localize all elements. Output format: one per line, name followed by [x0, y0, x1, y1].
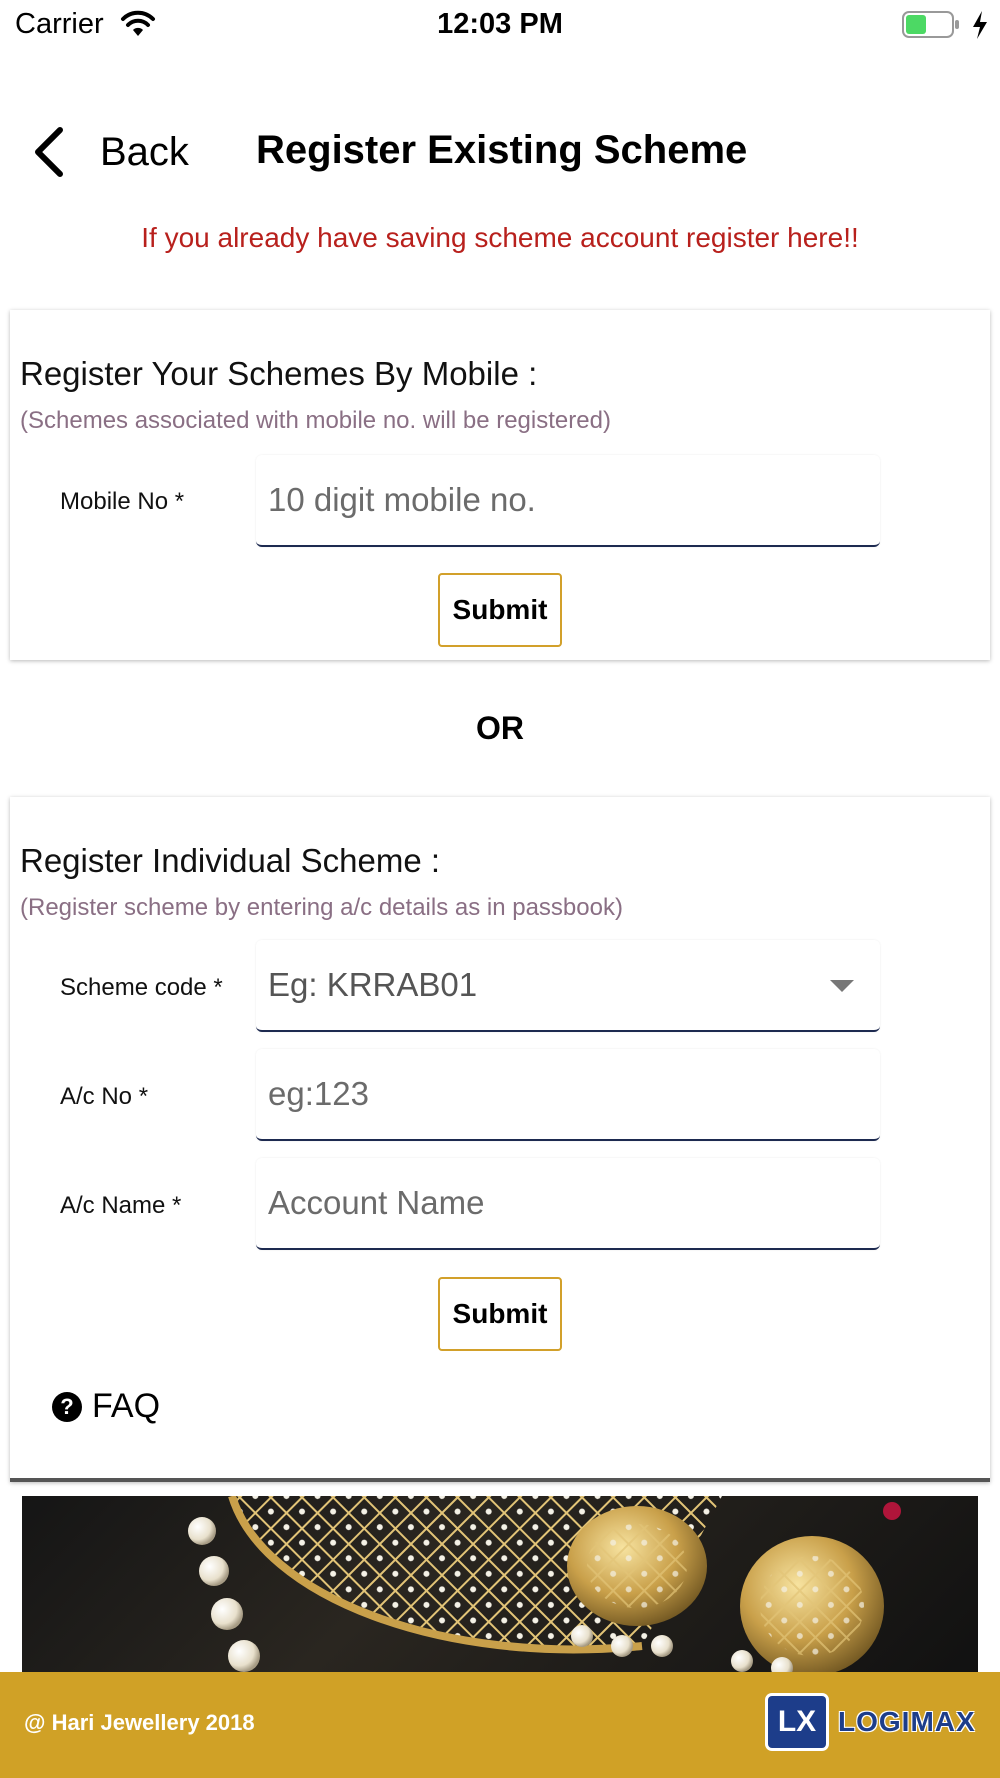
ac-no-input[interactable]: [256, 1049, 880, 1141]
footer: [0, 1672, 1000, 1778]
mobile-section-title: Register Your Schemes By Mobile :: [20, 355, 538, 392]
intro-message: If you already have saving scheme account register here!!: [141, 222, 859, 253]
scheme-code-select[interactable]: [256, 940, 880, 1032]
back-label: Back: [100, 129, 189, 174]
section-divider: [10, 1478, 990, 1482]
individual-section-title: Register Individual Scheme :: [20, 842, 441, 879]
logimax-logo: [768, 1696, 976, 1748]
faq-label: FAQ: [92, 1387, 161, 1425]
scheme-code-label: Scheme code *: [60, 974, 223, 1001]
chevron-left-icon: [30, 126, 70, 178]
scheme-code-placeholder: Eg: KRRAB01: [268, 966, 478, 1003]
mobile-no-label: Mobile No *: [60, 488, 185, 515]
nav-bar: [0, 100, 1000, 200]
page-title: Register Existing Scheme: [256, 128, 748, 172]
jewellery-illustration: [22, 1496, 978, 1678]
carrier-label: Carrier: [15, 8, 104, 40]
battery-icon: [902, 11, 960, 38]
mobile-section-subtitle: (Schemes associated with mobile no. will be registered): [20, 407, 611, 434]
back-button[interactable]: [30, 122, 189, 182]
jewellery-banner-image: [22, 1496, 978, 1678]
mobile-register-card: [10, 310, 990, 660]
charging-bolt-icon: [970, 10, 990, 40]
or-divider-label: OR: [476, 710, 524, 746]
individual-section-subtitle: (Register scheme by entering a/c details as in passbook): [20, 894, 623, 921]
individual-submit-button[interactable]: Submit: [438, 1277, 562, 1351]
individual-register-card: [10, 797, 990, 1482]
question-circle-icon: ?: [52, 1392, 82, 1422]
status-time: 12:03 PM: [437, 8, 563, 40]
caret-down-icon: [830, 980, 854, 992]
logimax-logo-mark: LX: [768, 1696, 826, 1748]
status-bar: [0, 0, 1000, 52]
mobile-no-input[interactable]: [256, 455, 880, 547]
ac-no-label: A/c No *: [60, 1083, 149, 1110]
copyright-text: @ Hari Jewellery 2018: [24, 1710, 255, 1735]
mobile-submit-button[interactable]: Submit: [438, 573, 562, 647]
ac-name-input[interactable]: [256, 1158, 880, 1250]
ac-name-label: A/c Name *: [60, 1192, 182, 1219]
faq-link[interactable]: [52, 1387, 160, 1426]
logimax-logo-text: LOGIMAX: [838, 1706, 976, 1737]
